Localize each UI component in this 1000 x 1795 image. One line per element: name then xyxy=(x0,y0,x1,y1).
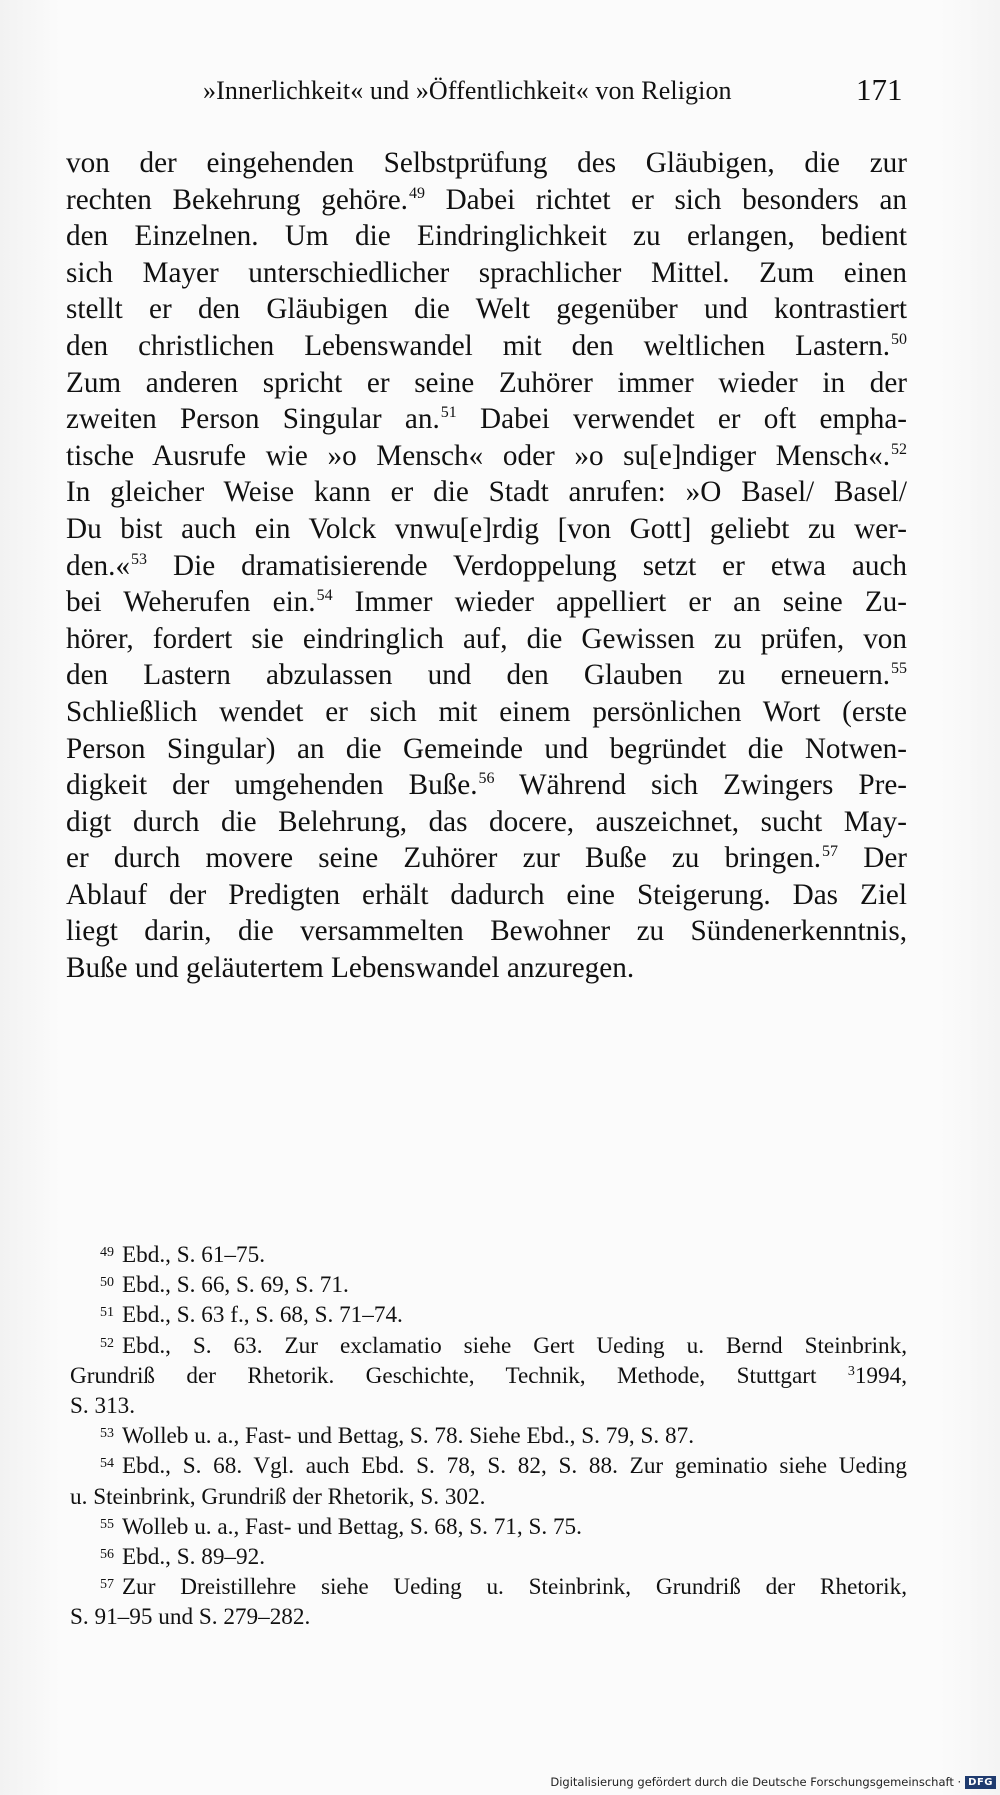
text-line-continuation: Dabei verwendet er oft empha- xyxy=(456,403,907,436)
text-line-content: Ablauf der Predigten erhält dadurch eine Steigerung. Das Ziel xyxy=(66,878,907,911)
text-line xyxy=(66,767,907,804)
text-line-content: In gleicher Weise kann er die Stadt anrufen: »O Basel/ Basel/ xyxy=(66,476,907,509)
text-line-continuation: Die dramatisierende Verdoppelung setzt er etwa auch xyxy=(147,549,907,582)
footnote-text: Ebd., S. 61–75. xyxy=(122,1242,265,1268)
page-number: 171 xyxy=(856,72,903,107)
footnote-reference[interactable]: 52 xyxy=(891,440,907,458)
footnote-line: 49 Ebd., S. 61–75. xyxy=(100,1242,265,1268)
footnote-text: Grundriß der Rhetorik. Geschichte, Technik, Methode, Stuttgart xyxy=(70,1362,848,1389)
text-line xyxy=(66,877,907,914)
footnote-line xyxy=(70,1391,907,1421)
text-line xyxy=(66,145,907,182)
footnote xyxy=(70,1331,907,1422)
dfg-logo: DFG xyxy=(965,1776,996,1789)
text-line xyxy=(66,365,907,402)
text-line xyxy=(66,913,907,950)
text-line-content: Buße und geläutertem Lebenswandel anzuregen. xyxy=(66,952,635,985)
footnote-line: 57 Zur Dreistillehre siehe Ueding u. Steinbrink, Grundriß der Rhetorik, xyxy=(100,1574,907,1601)
text-line-content: hörer, fordert sie eindringlich auf, die Gewissen zu prüfen, von xyxy=(66,622,907,655)
text-line xyxy=(66,950,907,987)
footnote-line: 56 Ebd., S. 89–92. xyxy=(100,1543,265,1570)
footnote-reference[interactable]: 53 xyxy=(131,550,148,568)
footnote-line xyxy=(70,1602,907,1632)
footnote xyxy=(70,1270,907,1300)
text-line xyxy=(66,621,907,658)
text-line xyxy=(66,804,907,841)
text-line xyxy=(66,840,907,877)
text-line xyxy=(66,401,907,438)
footnote-text: Ebd., S. 66, S. 69, S. 71. xyxy=(122,1272,349,1299)
page-header xyxy=(0,72,1000,112)
text-line xyxy=(66,328,907,365)
text-line xyxy=(66,255,907,292)
text-line-content: tische Ausrufe wie »o Mensch« oder »o su[e]ndiger Mensch«. xyxy=(66,439,890,472)
text-line xyxy=(66,694,907,731)
footnote xyxy=(70,1451,907,1511)
credit-text: Digitalisierung gefördert durch die Deutsche Forschungsgemeinschaft · xyxy=(550,1775,962,1789)
footnote-reference[interactable]: 55 xyxy=(891,660,907,678)
text-line xyxy=(66,438,907,475)
text-line-content: Person Singular) an die Gemeinde und begründet die Notwen- xyxy=(66,732,907,765)
footnote-line: 53 Wolleb u. a., Fast- und Bettag, S. 78. Siehe Ebd., S. 79, S. 87. xyxy=(100,1423,694,1450)
footnotes xyxy=(70,1240,907,1632)
text-line xyxy=(66,511,907,548)
footnote-text: Wolleb u. a., Fast- und Bettag, S. 78. Siehe Ebd., S. 79, S. 87. xyxy=(122,1423,694,1450)
text-line xyxy=(66,474,907,511)
text-line-content: den Lastern abzulassen und den Glauben zu erneuern. xyxy=(66,659,890,692)
running-head: »Innerlichkeit« und »Öffentlichkeit« von Religion xyxy=(203,76,732,105)
text-line-content: digt durch die Belehrung, das docere, auszeichnet, sucht May- xyxy=(66,805,907,838)
footnote-reference[interactable]: 49 xyxy=(408,184,425,202)
footnote-text: Wolleb u. a., Fast- und Bettag, S. 68, S. 71, S. 75. xyxy=(122,1513,582,1540)
text-line-content: bei Weherufen ein. xyxy=(66,586,316,619)
text-line-content: von der eingehenden Selbstprüfung des Gläubigen, die zur xyxy=(66,147,907,179)
footnote-reference[interactable]: 56 xyxy=(478,770,495,788)
footnote-line: 51 Ebd., S. 63 f., S. 68, S. 71–74. xyxy=(100,1302,403,1329)
footnote xyxy=(70,1512,907,1542)
footnote xyxy=(70,1240,907,1270)
footnote-line xyxy=(70,1361,907,1391)
text-line-content: rechten Bekehrung gehöre. xyxy=(66,183,408,216)
text-line xyxy=(66,218,907,255)
text-line-content: Schließlich wendet er sich mit einem persönlichen Wort (erste xyxy=(66,695,907,728)
text-line xyxy=(66,182,907,219)
edition-year: 1994, xyxy=(854,1362,907,1389)
digitization-credit xyxy=(550,1775,996,1789)
text-line xyxy=(66,548,907,585)
footnote-text: Ebd., S. 63 f., S. 68, S. 71–74. xyxy=(122,1302,403,1329)
footnote-reference[interactable]: 50 xyxy=(891,330,907,348)
text-line-continuation: Der xyxy=(838,842,907,875)
footnote-line: 54 Ebd., S. 68. Vgl. auch Ebd. S. 78, S. 82, S. 88. Zur geminatio siehe Ueding xyxy=(100,1453,907,1480)
footnote-line: 52 Ebd., S. 63. Zur exclamatio siehe Gert Ueding u. Bernd Steinbrink, xyxy=(100,1332,907,1359)
footnote-line: 55 Wolleb u. a., Fast- und Bettag, S. 68, S. 71, S. 75. xyxy=(100,1513,582,1540)
footnote-text: Ebd., S. 68. Vgl. auch Ebd. S. 78, S. 82, S. 88. Zur geminatio siehe Ueding xyxy=(122,1453,907,1480)
text-line xyxy=(66,584,907,621)
text-line-content: den Einzelnen. Um die Eindringlichkeit zu erlangen, bedient xyxy=(66,220,907,253)
text-line xyxy=(66,291,907,328)
footnote-line: 50 Ebd., S. 66, S. 69, S. 71. xyxy=(100,1272,349,1299)
text-line-content: Zum anderen spricht er seine Zuhörer immer wieder in der xyxy=(66,366,907,399)
text-line xyxy=(66,731,907,768)
footnote-text: u. Steinbrink, Grundriß der Rhetorik, S. 302. xyxy=(70,1483,486,1510)
text-line-content: sich Mayer unterschiedlicher sprachlicher Mittel. Zum einen xyxy=(66,256,907,289)
footnote-reference[interactable]: 54 xyxy=(316,587,333,605)
footnote-text: Ebd., S. 63. Zur exclamatio siehe Gert Ueding u. Bernd Steinbrink, xyxy=(122,1332,907,1359)
text-line-content: digkeit der umgehenden Buße. xyxy=(66,769,478,802)
footnote-text: Ebd., S. 89–92. xyxy=(122,1543,265,1570)
text-line-continuation: Dabei richtet er sich besonders an xyxy=(424,183,908,216)
footnote-reference[interactable]: 51 xyxy=(440,404,457,422)
text-line-content: zweiten Person Singular an. xyxy=(66,403,440,436)
text-line-continuation: Während sich Zwingers Pre- xyxy=(494,769,908,802)
text-line-content: stellt er den Gläubigen die Welt gegenüber und kontrastiert xyxy=(66,293,907,326)
footnote-text: Zur Dreistillehre siehe Ueding u. Steinbrink, Grundriß der Rhetorik, xyxy=(122,1574,907,1601)
edition-superscript: 3 xyxy=(847,1363,855,1379)
text-line xyxy=(66,657,907,694)
main-text xyxy=(66,145,907,987)
footnote xyxy=(70,1572,907,1632)
text-line-content: er durch movere seine Zuhörer zur Buße zu bringen. xyxy=(66,842,822,875)
footnote-line xyxy=(70,1482,907,1512)
footnote-text: S. 91–95 und S. 279–282. xyxy=(70,1604,311,1631)
text-line-continuation: Immer wieder appelliert er an seine Zu- xyxy=(332,586,907,619)
text-line-content: liegt darin, die versammelten Bewohner zu Sündenerkenntnis, xyxy=(66,915,907,948)
text-line-content: Du bist auch ein Volck vnwu[e]rdig [von Gott] geliebt zu wer- xyxy=(66,512,907,545)
footnote-reference[interactable]: 57 xyxy=(822,843,839,861)
footnote xyxy=(70,1542,907,1572)
footnote xyxy=(70,1421,907,1451)
footnote xyxy=(70,1300,907,1330)
text-line-content: den.« xyxy=(66,549,131,582)
footnote-text: S. 313. xyxy=(70,1392,136,1419)
text-line-content: den christlichen Lebenswandel mit den weltlichen Lastern. xyxy=(66,329,890,362)
